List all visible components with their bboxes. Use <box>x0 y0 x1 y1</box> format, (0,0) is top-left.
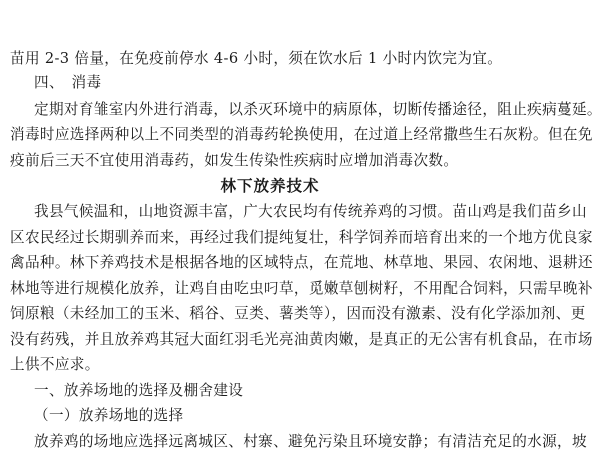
text-line-10: 饲原粮（未经加工的玉米、稻谷、豆类、薯类等），因而没有激素、没有化学添加剂、更 <box>10 305 586 322</box>
text-line-11: 没有药残，并且放养鸡其冠大面红羽毛光亮油黄肉嫩，是真正的无公害有机食品，在市场 <box>10 331 593 348</box>
section-title: 林下放养技术 <box>220 177 320 195</box>
text-line-3: 定期对育雏室内外进行消毒，以杀灭环境中的病原体，切断传播途径，阻止疾病蔓延。 <box>34 101 602 118</box>
subheading-site-choice: （一）放养场地的选择 <box>34 407 184 424</box>
text-line-4: 消毒时应选择两种以上不同类型的消毒药轮换使用，在过道上经常撒些生石灰粉。但在免 <box>10 126 593 143</box>
text-line-8: 禽品种。林下养鸡技术是根据各地的区域特点，在荒地、林草地、果园、农闲地、退耕还 <box>10 254 593 271</box>
text-line-7: 区农民经过长期驯养而来，再经过我们提纯复壮，科学饲养而培育出来的一个地方优良家 <box>10 229 593 246</box>
text-line-9: 林地等进行规模化放养，让鸡自由吃虫叼草，觅嫩草刨树籽，不用配合饲料，只需早晚补 <box>10 280 593 297</box>
text-line-15: 放养鸡的场地应选择远离城区、村寨、避免污染且环境安静；有清洁充足的水源，坡 <box>34 433 587 450</box>
heading-site-selection: 一、放养场地的选择及棚舍建设 <box>34 382 244 399</box>
text-line-12: 上供不应求。 <box>10 356 100 373</box>
text-line-1: 苗用 2-3 倍量，在免疫前停水 4-6 小时，须在饮水后 1 小时内饮完为宜。 <box>10 50 503 67</box>
heading-disinfection: 四、 消毒 <box>34 74 102 91</box>
text-line-5: 疫前后三天不宜使用消毒药，如发生传染性疾病时应增加消毒次数。 <box>10 152 459 169</box>
text-line-6: 我县气候温和，山地资源丰富，广大农民均有传统养鸡的习惯。苗山鸡是我们苗乡山 <box>34 203 587 220</box>
